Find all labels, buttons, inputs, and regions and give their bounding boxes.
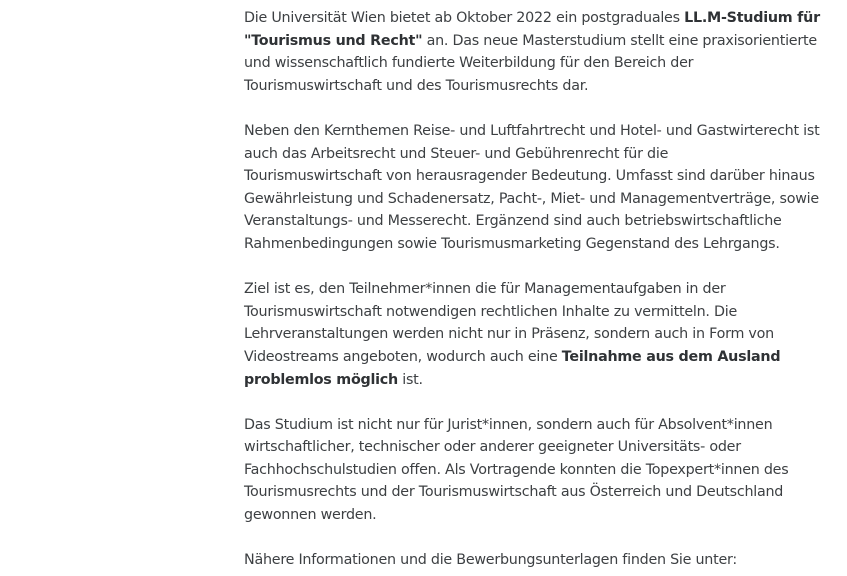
text-run: ist. bbox=[397, 371, 423, 388]
text-run: Ziel ist es, den Teilnehmer*innen die für Managementaufgaben in der bbox=[244, 281, 726, 298]
text-line bbox=[244, 323, 804, 346]
text-line bbox=[244, 504, 804, 527]
text-line bbox=[244, 414, 804, 437]
text-line bbox=[244, 481, 804, 504]
paragraph-2 bbox=[244, 120, 820, 256]
text-run: Tourismuswirtschaft und des Tourismusrechts dar. bbox=[244, 77, 589, 94]
text-run: Das Studium ist nicht nur für Jurist*innen, sondern auch für Absolvent*innen bbox=[244, 416, 773, 433]
text-run: gewonnen werden. bbox=[244, 507, 377, 524]
text-run: Tourismusrechts und der Tourismuswirtschaft aus Österreich und Deutschland bbox=[244, 484, 784, 501]
text-run: Lehrveranstaltungen werden nicht nur in Präsenz, sondern auch in Form von bbox=[244, 326, 774, 343]
text-run: Nähere Informationen und die Bewerbungsunterlagen finden Sie unter: bbox=[244, 552, 737, 569]
text-line bbox=[244, 369, 804, 392]
paragraph-5 bbox=[244, 549, 804, 572]
text-line bbox=[244, 75, 804, 98]
text-run: auch das Arbeitsrecht und Steuer- und Gebührenrecht für die bbox=[244, 145, 669, 162]
text-run: an. Das neue Masterstudium stellt eine praxisorientierte bbox=[422, 32, 817, 49]
bold-text: "Tourismus und Recht" bbox=[244, 32, 423, 49]
text-run: Neben den Kernthemen Reise- und Luftfahrtrecht und Hotel- und Gastwirterecht ist bbox=[244, 122, 820, 139]
text-line bbox=[244, 459, 804, 482]
text-run: wirtschaftlicher, technischer oder anderer geeigneter Universitäts- oder bbox=[244, 439, 741, 456]
text-run: Tourismuswirtschaft notwendigen rechtlichen Inhalte zu vermitteln. Die bbox=[244, 303, 738, 320]
text-line bbox=[244, 188, 819, 211]
text-run: Tourismuswirtschaft von herausragender Bedeutung. Umfasst sind darüber hinaus bbox=[244, 168, 815, 185]
text-line bbox=[244, 165, 815, 188]
text-run: Videostreams angeboten, wodurch auch eine bbox=[244, 348, 562, 365]
article-body bbox=[244, 7, 820, 576]
text-run: Veranstaltungs- und Messerecht. Ergänzend sind auch betriebswirtschaftliche bbox=[244, 213, 782, 230]
text-line bbox=[244, 346, 804, 369]
text-run: Gewährleistung und Schadenersatz, Pacht-, Miet- und Managementverträge, sowie bbox=[244, 190, 819, 207]
paragraph-3 bbox=[244, 278, 804, 391]
text-line bbox=[244, 210, 804, 233]
text-run: Die Universität Wien bietet ab Oktober 2022 ein postgraduales bbox=[244, 10, 685, 26]
bold-text: problemlos möglich bbox=[244, 371, 398, 388]
bold-text: Teilnahme aus dem Ausland bbox=[561, 348, 781, 365]
text-line bbox=[244, 120, 820, 143]
text-line bbox=[244, 30, 817, 53]
text-line bbox=[244, 7, 820, 30]
text-line bbox=[244, 52, 804, 75]
text-line bbox=[244, 233, 804, 256]
text-run: und wissenschaftlich fundierte Weiterbildung für den Bereich der bbox=[244, 55, 694, 72]
bold-text: LL.M-Studium für bbox=[684, 10, 820, 26]
paragraph-1 bbox=[244, 7, 820, 97]
text-line bbox=[244, 278, 804, 301]
text-line bbox=[244, 301, 804, 324]
paragraph-4 bbox=[244, 414, 804, 527]
text-line bbox=[244, 143, 804, 166]
text-line bbox=[244, 549, 804, 572]
text-run: Rahmenbedingungen sowie Tourismusmarketing Gegenstand des Lehrgangs. bbox=[244, 235, 780, 252]
text-line bbox=[244, 436, 804, 459]
text-run: Fachhochschulstudien offen. Als Vortragende konnten die Topexpert*innen des bbox=[244, 461, 789, 478]
